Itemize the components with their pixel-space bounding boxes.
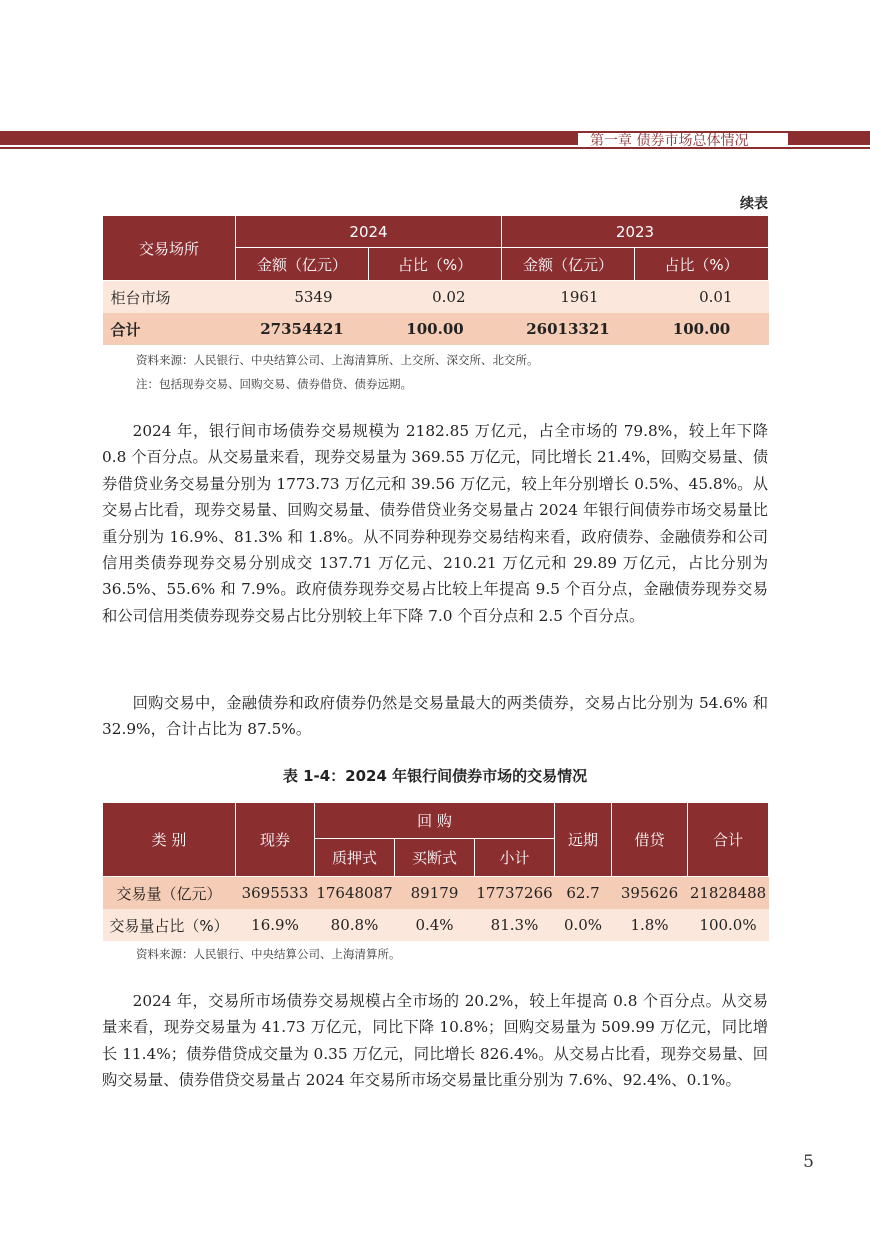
cell-forward: 0.0% bbox=[555, 909, 612, 941]
cell-pledged: 17648087 bbox=[315, 877, 395, 910]
cell-forward: 62.7 bbox=[555, 877, 612, 910]
share-header-2023: 占比（%） bbox=[635, 248, 769, 281]
category-header: 类 别 bbox=[103, 803, 236, 877]
cell-share-2023: 0.01 bbox=[635, 281, 769, 314]
venue-table bbox=[102, 215, 769, 345]
paragraph-repo: 回购交易中，金融债券和政府债券仍然是交易量最大的两类债券，交易占比分别为 54.6% 和 32.9%，合计占比为 87.5%。 bbox=[102, 694, 768, 739]
year-header-2024: 2024 bbox=[236, 216, 502, 248]
table-row-total bbox=[103, 313, 769, 345]
table1-source: 资料来源：人民银行、中央结算公司、上海清算所、上交所、深交所、北交所。 bbox=[136, 353, 539, 367]
row-label: 柜台市场 bbox=[103, 281, 236, 314]
cell-amount-2024: 27354421 bbox=[236, 313, 369, 345]
cell-amount-2023: 26013321 bbox=[502, 313, 635, 345]
cell-amount-2024: 5349 bbox=[236, 281, 369, 314]
pledged-header: 质押式 bbox=[315, 839, 395, 877]
row-label: 交易量占比（%） bbox=[103, 909, 236, 941]
amount-header-2023: 金额（亿元） bbox=[502, 248, 635, 281]
cell-lending: 395626 bbox=[612, 877, 688, 910]
paragraph-exchange: 2024 年，交易所市场债券交易规模占全市场的 20.2%，较上年提高 0.8 个百分点。从交易量来看，现券交易量为 41.73 万亿元，同比下降 10.8%；回购交易量为 509.99 万亿元，同比增长 11.4%；债券借贷成交量为 0.35 万亿元，同比增长 826.4%。从交易占比看，现券交易量、回购交易量、债券借贷交易量占 2024 年交易所市场交易量比重分别为 7.6%、92.4%、0.1%。 bbox=[102, 992, 768, 1090]
table2-caption: 表 1-4：2024 年银行间债券市场的交易情况 bbox=[282, 767, 588, 785]
continued-label: 续表 bbox=[740, 196, 768, 212]
cell-share-2024: 0.02 bbox=[369, 281, 502, 314]
cell-lending: 1.8% bbox=[612, 909, 688, 941]
total-header: 合计 bbox=[688, 803, 769, 877]
cell-share-2023: 100.00 bbox=[635, 313, 769, 345]
header-bar-left bbox=[0, 133, 578, 145]
cell-total: 100.0% bbox=[688, 909, 769, 941]
table-row bbox=[103, 909, 769, 941]
cell-spot: 3695533 bbox=[236, 877, 315, 910]
row-label: 交易量（亿元） bbox=[103, 877, 236, 910]
interbank-trading-table bbox=[102, 802, 769, 941]
row-label: 合计 bbox=[103, 313, 236, 345]
cell-outright: 89179 bbox=[395, 877, 475, 910]
forward-header: 远期 bbox=[555, 803, 612, 877]
cell-subtotal: 17737266 bbox=[475, 877, 555, 910]
cell-subtotal: 81.3% bbox=[475, 909, 555, 941]
table-row bbox=[103, 877, 769, 910]
chapter-title: 第一章 债券市场总体情况 bbox=[590, 133, 749, 149]
table-row bbox=[103, 281, 769, 314]
outright-header: 买断式 bbox=[395, 839, 475, 877]
cell-pledged: 80.8% bbox=[315, 909, 395, 941]
venue-header: 交易场所 bbox=[103, 216, 236, 281]
table2-source: 资料来源：人民银行、中央结算公司、上海清算所。 bbox=[136, 947, 401, 961]
share-header-2024: 占比（%） bbox=[369, 248, 502, 281]
cell-outright: 0.4% bbox=[395, 909, 475, 941]
cell-share-2024: 100.00 bbox=[369, 313, 502, 345]
cell-spot: 16.9% bbox=[236, 909, 315, 941]
page-number: 5 bbox=[803, 1152, 814, 1172]
cell-amount-2023: 1961 bbox=[502, 281, 635, 314]
subtotal-header: 小计 bbox=[475, 839, 555, 877]
spot-header: 现券 bbox=[236, 803, 315, 877]
cell-total: 21828488 bbox=[688, 877, 769, 910]
paragraph-interbank: 2024 年，银行间市场债券交易规模为 2182.85 万亿元，占全市场的 79.8%，较上年下降 0.8 个百分点。从交易量来看，现券交易量为 369.55 万亿元，同比增长 21.4%，回购交易量、债券借贷业务交易量分别为 1773.73 万亿元和 39.56 万亿元，较上年分别增长 0.5%、45.8%。从交易占比看，现券交易量、回购交易量、债券借贷业务交易量占 2024 年银行间债券市场交易量比重分别为 16.9%、81.3% 和 1.8%。从不同券种现券交易结构来看，政府债券、金融债券和公司信用类债券现券交易分别成交 137.71 万亿元、210.21 万亿元和 29.89 万亿元，占比分别为 36.5%、55.6% 和 7.9%。政府债券现券交易占比较上年提高 9.5 个百分点，金融债券现券交易和公司信用类债券现券交易占比分别较上年下降 7.0 个百分点和 2.5 个百分点。 bbox=[102, 422, 768, 625]
header-bar-right bbox=[788, 133, 870, 145]
amount-header-2024: 金额（亿元） bbox=[236, 248, 369, 281]
table1-note: 注：包括现券交易、回购交易、债券借贷、债券远期。 bbox=[136, 377, 412, 391]
lending-header: 借贷 bbox=[612, 803, 688, 877]
year-header-2023: 2023 bbox=[502, 216, 769, 248]
repo-header: 回 购 bbox=[315, 803, 555, 839]
